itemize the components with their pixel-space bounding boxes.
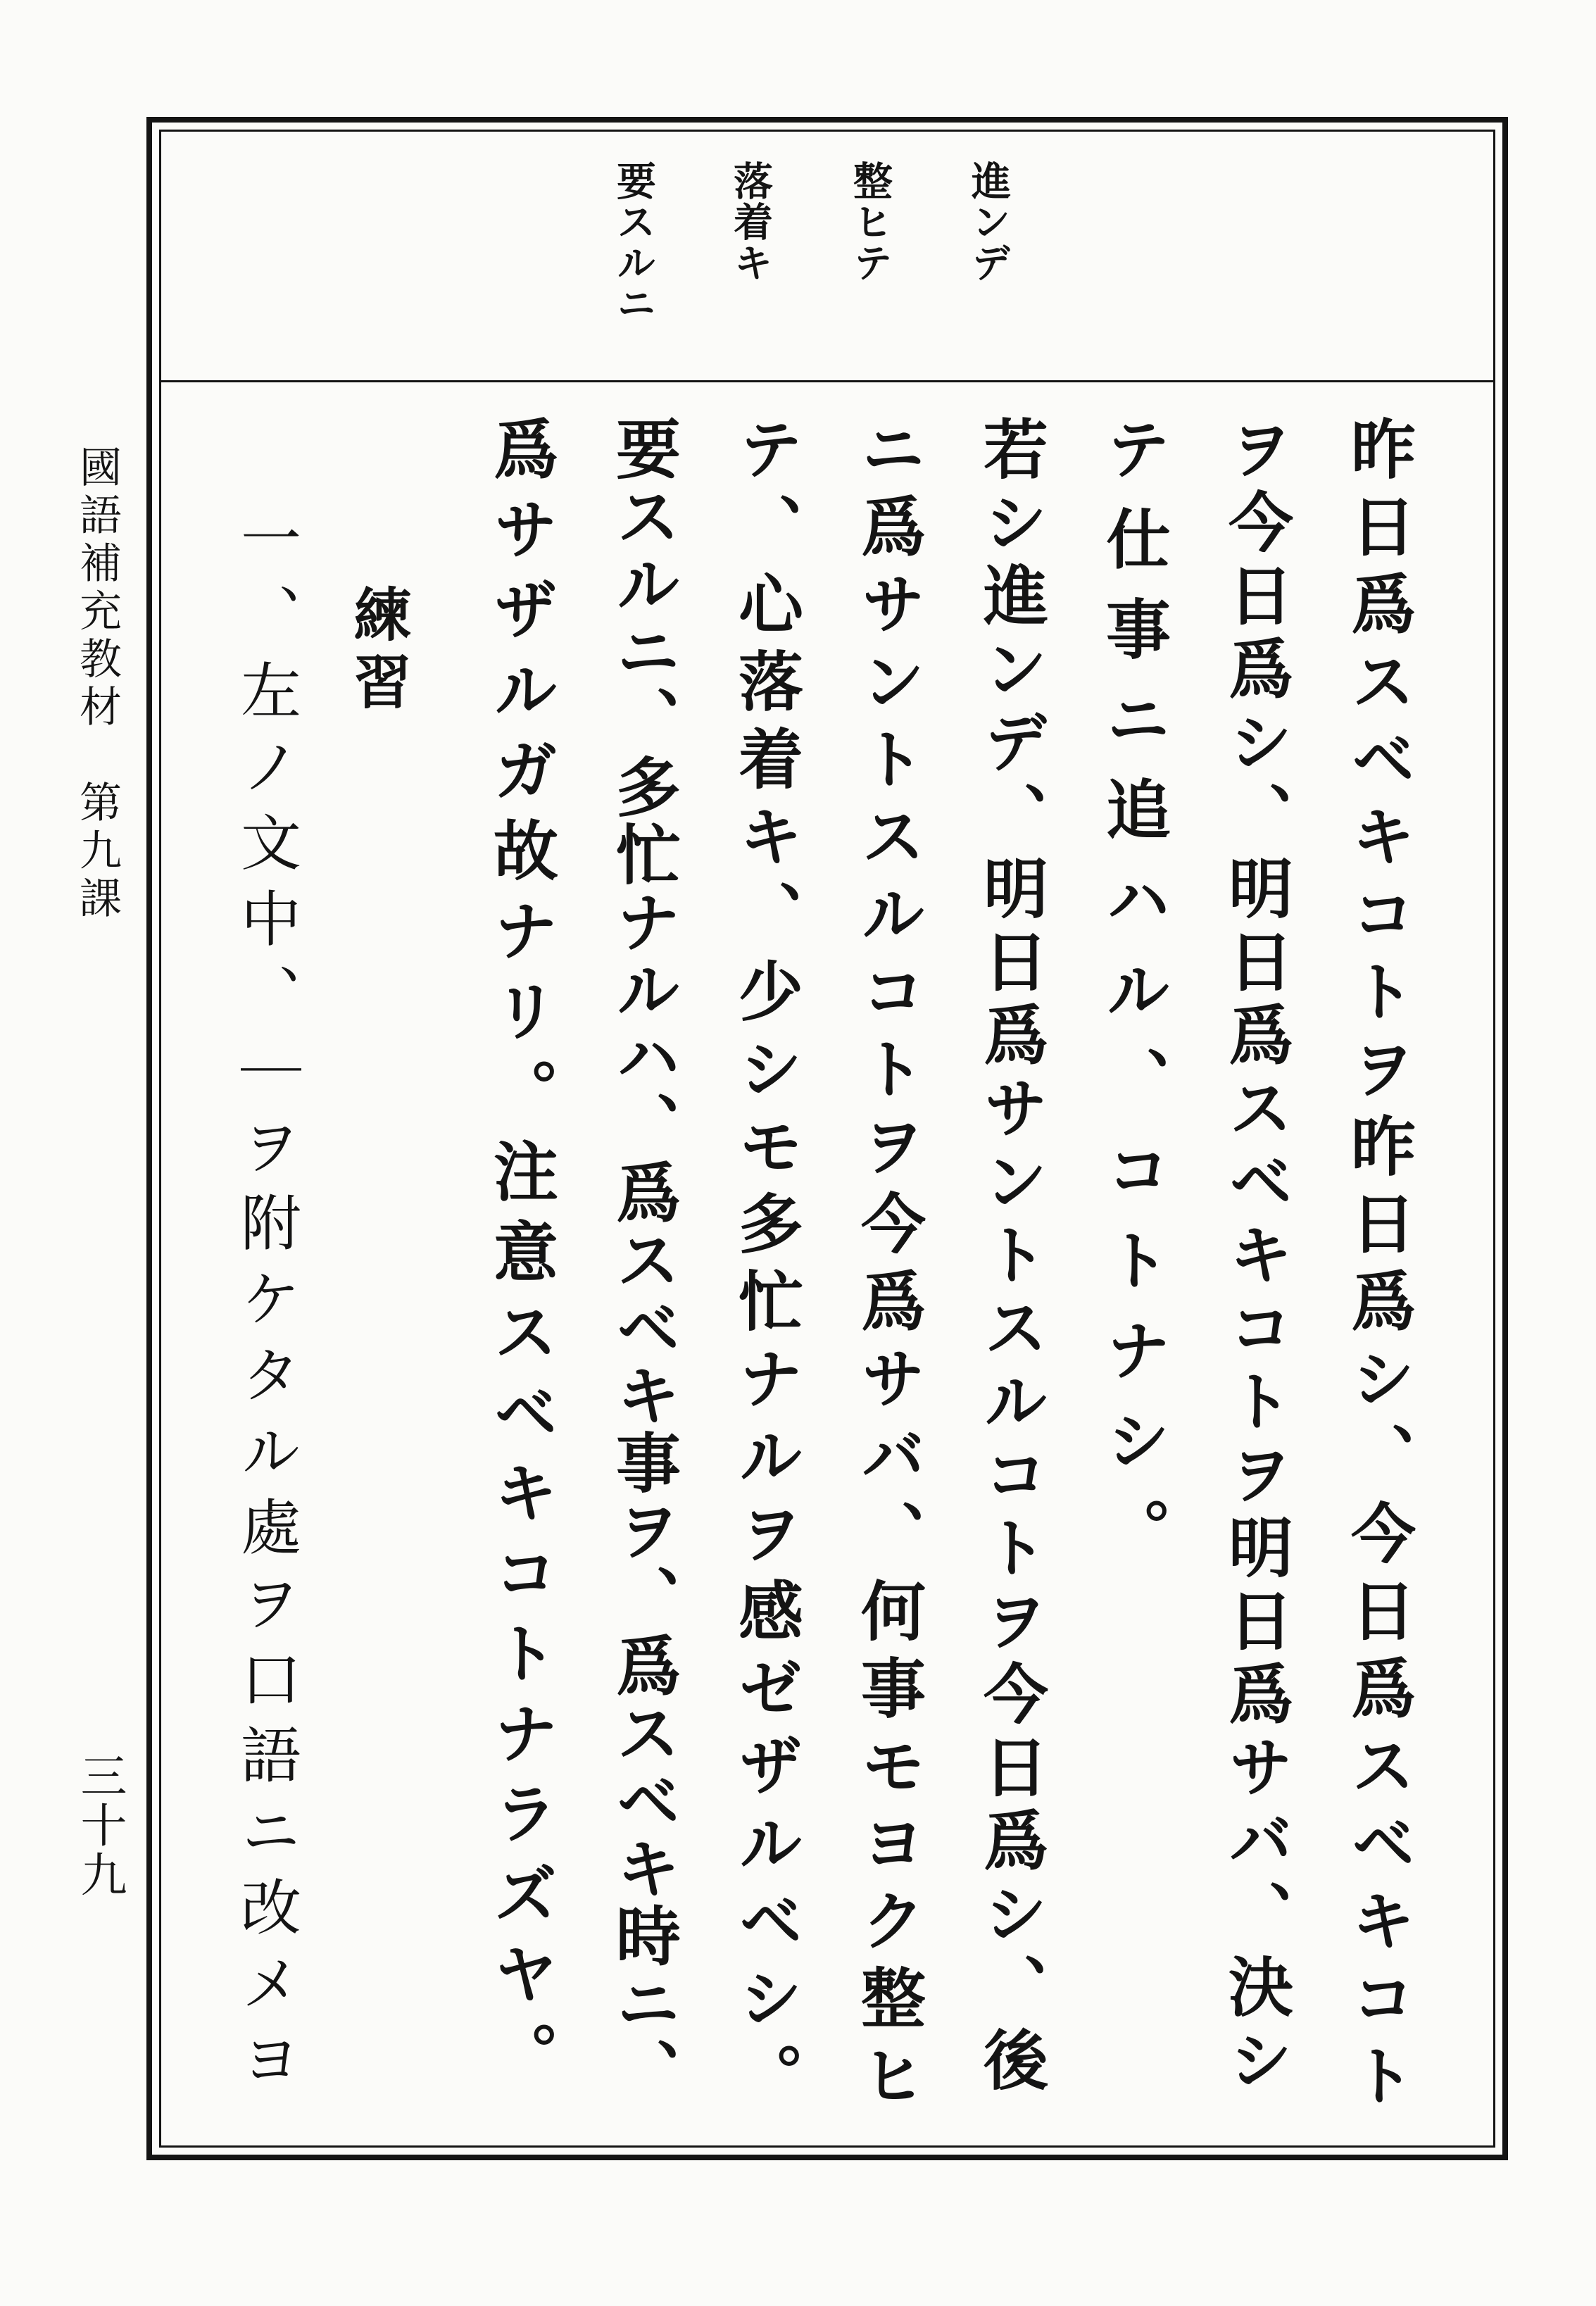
gloss-item: 要スルニ — [610, 161, 657, 324]
exercise-heading: 練習 — [344, 584, 412, 720]
page-border-inner — [159, 130, 1495, 2148]
gloss-item: 進ンデ — [965, 161, 1012, 283]
body-line: 昨日爲スベキコトヲ昨日爲シ、今日爲スベキコト — [1340, 415, 1416, 2119]
body-line: 要スルニ、多忙ナルハ、爲スベキ事ヲ、爲スベキ時ニ、 — [605, 415, 681, 2105]
page-number: 三十九 — [73, 1752, 127, 1900]
exercise-item: 一、左ノ文中、｜ヲ附ケタル處ヲ口語ニ改メヨ — [230, 507, 301, 2104]
body-line: 爲サザルガ故ナリ。注意スベキコトナラズヤ。 — [483, 415, 559, 2101]
body-line: ニ爲サントスルコトヲ今爲サバ、何事モヨク整ヒ — [850, 415, 926, 2119]
body-line: テ仕事ニ追ハル、コトナシ。 — [1095, 415, 1171, 1587]
gloss-item: 整ヒテ — [847, 161, 893, 283]
gloss-item: 落着キ — [727, 161, 774, 283]
gloss-divider — [161, 380, 1493, 382]
running-head: 國語補充教材 第九課 — [73, 445, 122, 924]
body-line: 若シ進ンデ、明日爲サントスルコトヲ今日爲シ、後 — [973, 415, 1049, 2100]
body-line: テ、心落着キ、少シモ多忙ナルヲ感ゼザルベシ。 — [728, 415, 804, 2119]
body-line: ヲ今日爲シ、明日爲スベキコトヲ明日爲サバ、決シ — [1218, 415, 1294, 2100]
